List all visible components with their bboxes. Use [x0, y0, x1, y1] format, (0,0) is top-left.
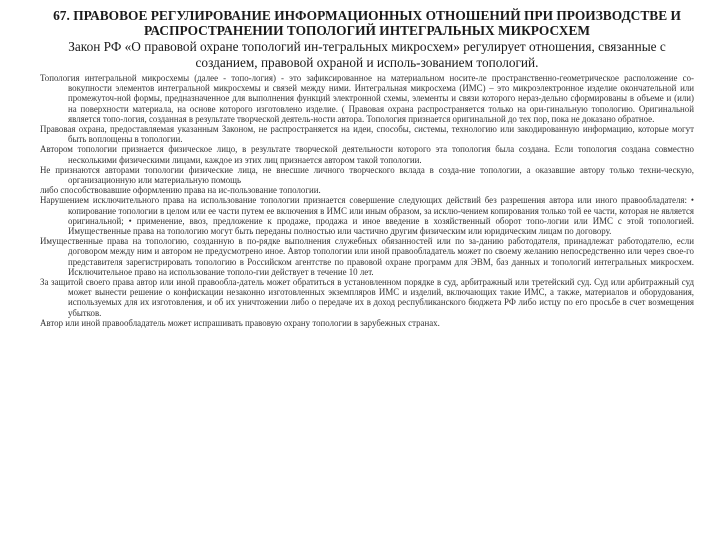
paragraph-topology-definition: Топология интегральной микросхемы (далее - топо-логия) - это зафиксированное на материальном носите-ле пространственно-геометрическое расположение со-вокупности элементов интегральной микросхемы и связей между ними. Интегральная микросхема (ИМС) – это микроэлектронное изделие окончательной или промежуточ-ной формы, предназначенное для выполнения функций электронной схемы, элементы и связи которого нераз-дельно сформированы в объеме и (или) на поверхности материала, на основе которого изготовлено изделие. ( Правовая охрана распространяется только на ори-гинальную топологию. Оригинальной является топо-логия, созданная в результате творческой деятель-ности автора. Топология признается оригинальной до тех пор, пока не доказано обратное. — [40, 73, 694, 124]
paragraph-author: Автором топологии признается физическое лицо, в результате творческой деятельности которого эта топология была создана. Если топология создана совместно несколькими физическими лицами, каждое из этих лиц признается автором такой топологии. — [40, 144, 694, 165]
paragraph-property-rights: Имущественные права на топологию, созданную в по-рядке выполнения служебных обязанностей или по за-данию работодателя, принадлежат работодателю, если договором между ним и автором не предусмотрено иное. Автор топологии или иной правообладатель может по своему желанию непосредственно или через свое-го представителя зарегистрировать топологию в Российском агентстве по правовой охране программ для ЭВМ, баз данных и топологий интегральных микросхем. Исключительное право на использование тополо-гии действует в течение 10 лет. — [40, 236, 694, 277]
paragraph-violation: Нарушением исключительного права на использование топологии признается совершение следующих действий без разрешения автора или иного правообладателя: • копирование топологии в целом или ее части путем ее включения в ИМС или иным образом, за исклю-чением копирования только той ее части, которая не является оригинальной; • применение, ввоз, предложение к продаже, продажа и иное введение в хозяйственный оборот топо-логии или ИМС с этой топологией. Имущественные права на топологию могут быть переданы полностью или частично другим физическим или юридическим лицам по договору. — [40, 195, 694, 237]
lead-sentence: Закон РФ «О правовой охране топологий ин-тегральных микросхем» регулирует отношения, связанные с созданием, правовой охраной и исполь-зованием топологий. — [68, 39, 666, 70]
paragraph-not-authors-continued: либо способствовавшие оформлению права на ис-пользование топологии. — [40, 185, 321, 196]
paragraph-not-authors: Не признаются авторами топологии физические лица, не внесшие личного творческого вклада в созда-ние топологии, а оказавшие автору только техни-ческую, организационную или материальную помощь — [40, 164, 694, 186]
paragraph-foreign-protection: Автор или иной правообладатель может испрашивать правовую охрану топологии в зарубежных странах. — [40, 317, 440, 328]
slide-title: 67. ПРАВОВОЕ РЕГУЛИРОВАНИЕ ИНФОРМАЦИОННЫХ ОТНОШЕНИЙ ПРИ ПРОИЗВОДСТВЕ И РАСПРОСТРАНЕНИИ ТОПОЛОГИЙ ИНТЕГРАЛЬНЫХ МИКРОСХЕМ — [53, 8, 681, 38]
body-text — [40, 73, 694, 328]
paragraph-court-protection: За защитой своего права автор или иной правообла-датель может обратиться в установленном порядке в суд, арбитражный или третейский суд. Суд или арбитражный суд может вынести решение о конфискации незаконно изготовленных экземпляров ИМС и изделий, включающих такие ИМС, а также, материалов и оборудования, используемых для их изготовления, и об их уничтожении либо о передаче их в доход республиканского бюджета РФ либо истцу по его просьбе в счет возмещения убытков. — [40, 277, 694, 318]
paragraph-protection-scope: Правовая охрана, предоставляемая указанным Законом, не распространяется на идеи, способы, системы, технологию или закодированную информацию, которые могут быть воплощены в топологии. — [40, 124, 694, 145]
